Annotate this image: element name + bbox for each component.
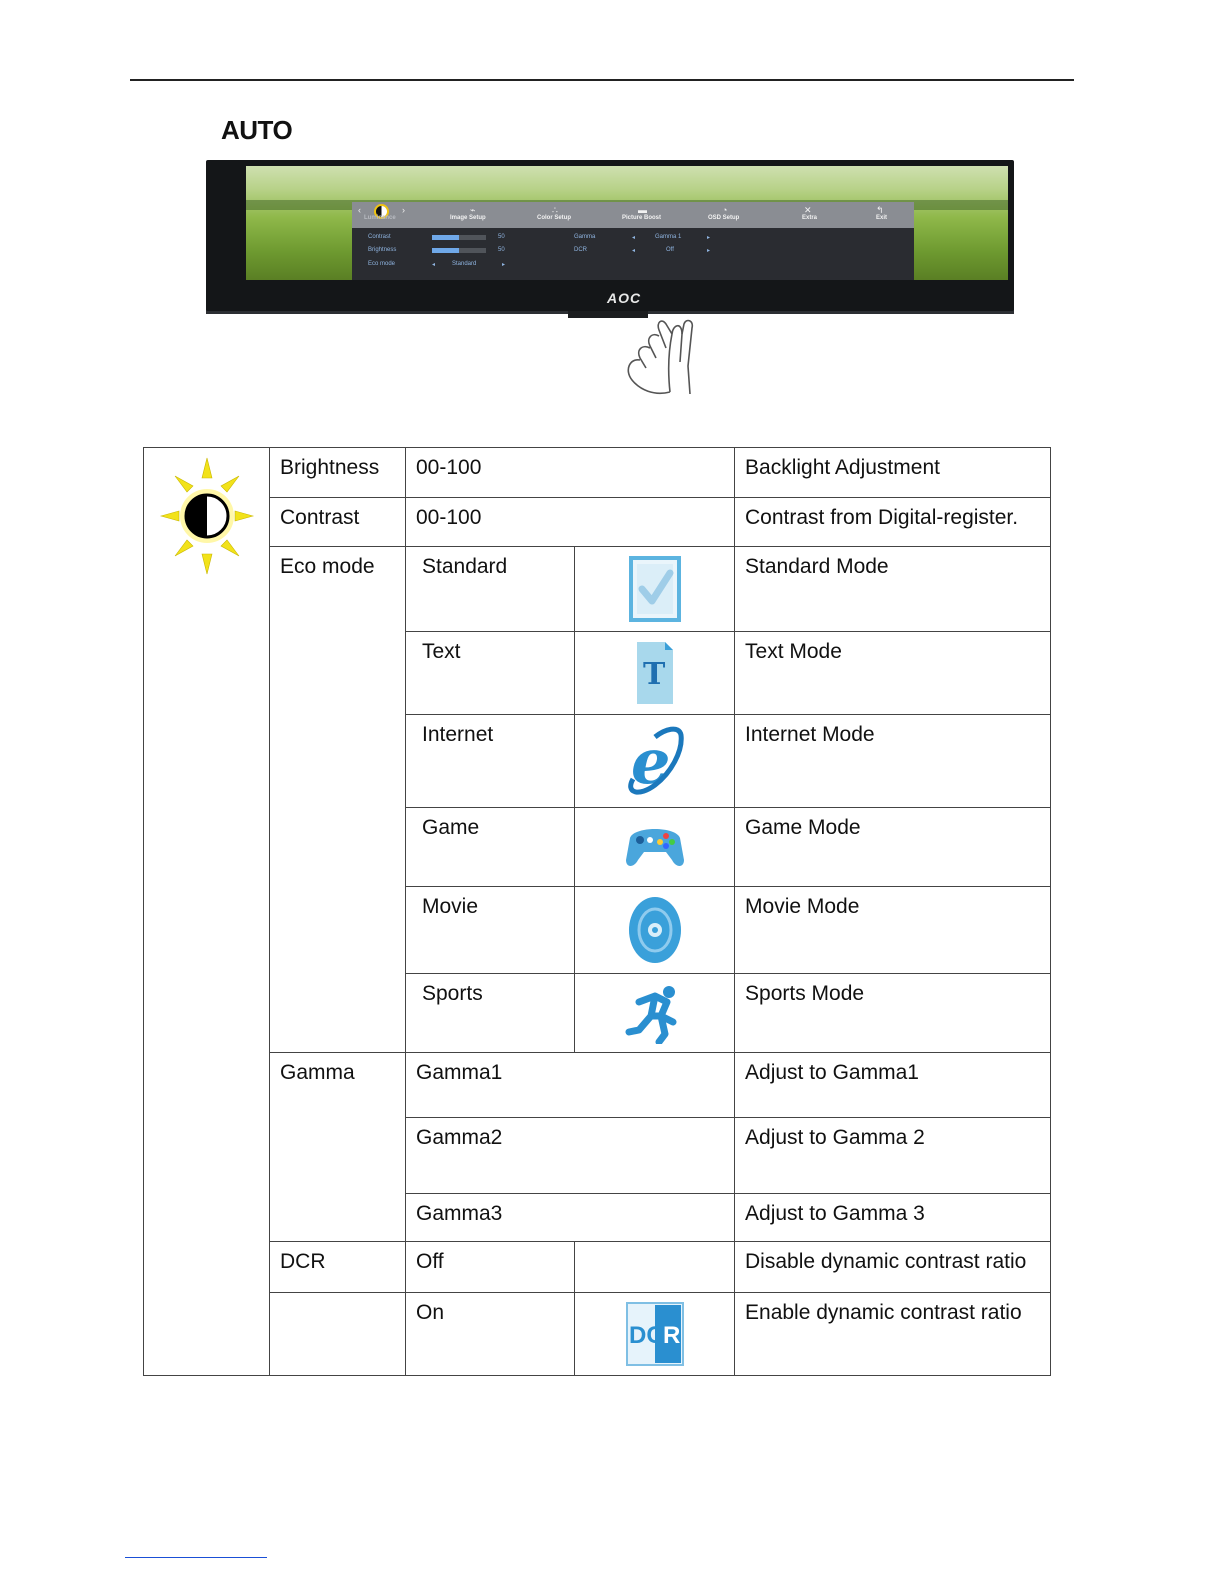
osd-gamma-right-arrow-icon[interactable]: ▸ [707,235,711,241]
osd-right-arrow-icon[interactable]: › [402,205,405,215]
osd-left-arrow-icon[interactable]: ‹ [358,205,361,215]
gamma-label: Gamma [270,1053,406,1242]
dcr-off: Off [406,1242,575,1293]
text-document-icon [633,640,677,706]
eco-internet-desc: Internet Mode [735,715,1051,808]
osd-dcr-right-arrow-icon[interactable]: ▸ [707,248,711,254]
eco-mode-sports: Sports [406,974,575,1053]
osd-tab-luminance[interactable]: Luminance [364,215,396,221]
gamma-option-2: Gamma2 [406,1118,735,1194]
osd-tab-bar [352,202,914,228]
table-row [144,1293,1051,1376]
osd-gamma-value: Gamma 1 [655,234,682,240]
dcr-label: DCR [270,1242,406,1293]
osd-eco-left-arrow-icon[interactable]: ◂ [432,262,436,268]
pointing-hand-icon [610,314,710,398]
header-rule [130,79,1074,81]
contrast-range: 00-100 [406,498,735,547]
luminance-main-icon-cell [144,448,270,1376]
contrast-desc: Contrast from Digital-register. [735,498,1051,547]
luminance-spec-table [143,447,1051,1376]
table-row [144,1053,1051,1118]
eco-mode-movie: Movie [406,887,575,974]
osd-eco-right-arrow-icon[interactable]: ▸ [502,262,506,268]
gamma-1-desc: Adjust to Gamma1 [735,1053,1051,1118]
osd-tab-exit[interactable]: Exit [876,215,888,221]
osd-setup-icon: ◔ [722,205,728,215]
osd-brightness-fill [432,248,459,253]
osd-tab-osd-setup[interactable]: OSD Setup [708,215,740,221]
svg-text:e: e [630,725,670,798]
osd-tab-color-setup[interactable]: Color Setup [537,215,571,221]
eco-mode-internet: Internet [406,715,575,808]
osd-contrast-fill [432,235,459,240]
osd-contrast-slider[interactable] [432,235,486,240]
eco-movie-icon-cell [575,887,735,974]
dcr-icon-text-left: DC [628,1322,664,1349]
osd-brightness-value: 50 [498,247,505,253]
osd-contrast-label: Contrast [368,234,391,240]
table-row [144,448,1051,498]
dcr-icon-text-right: R [662,1322,680,1349]
osd-tab-extra[interactable]: Extra [802,215,818,221]
luminance-sun-icon [157,456,257,576]
runner-icon [625,982,685,1044]
color-setup-icon: ∴ [552,205,558,215]
eco-standard-icon-cell [575,547,735,632]
picture-boost-icon: ▬ [638,205,647,215]
eco-movie-desc: Movie Mode [735,887,1051,974]
eco-text-desc: Text Mode [735,632,1051,715]
gamma-2-desc: Adjust to Gamma 2 [735,1118,1051,1194]
dcr-off-icon-cell [575,1242,735,1293]
osd-menu [352,202,914,280]
eco-sports-icon-cell [575,974,735,1053]
gamma-option-1: Gamma1 [406,1053,735,1118]
eco-game-icon-cell [575,808,735,887]
eco-text-icon-cell [575,632,735,715]
gamepad-icon [624,816,686,878]
dcr-on-icon-cell [575,1293,735,1376]
osd-eco-value: Standard [452,261,477,267]
dcr-off-desc: Disable dynamic contrast ratio [735,1242,1051,1293]
monitor-illustration [186,156,1028,408]
osd-dcr-label: DCR [574,247,587,253]
exit-icon: ↰ [876,205,884,215]
disc-icon [627,895,683,965]
section-title: AUTO [221,115,293,145]
brightness-range: 00-100 [406,448,735,498]
dcr-on-desc: Enable dynamic contrast ratio [735,1293,1051,1376]
eco-sports-desc: Sports Mode [735,974,1051,1053]
osd-dcr-left-arrow-icon[interactable]: ◂ [632,248,636,254]
osd-tab-image-setup[interactable]: Image Setup [450,215,486,221]
gamma-option-3: Gamma3 [406,1194,735,1242]
brightness-label: Brightness [270,448,406,498]
eco-internet-icon-cell [575,715,735,808]
image-setup-icon: ⌁ [470,205,476,215]
eco-mode-text: Text [406,632,575,715]
monitor-screen [246,166,1008,280]
eco-game-desc: Game Mode [735,808,1051,887]
footer-link-underline[interactable] [125,1557,267,1558]
osd-contrast-value: 50 [498,234,505,240]
osd-tab-picture-boost[interactable]: Picture Boost [622,215,662,221]
extra-icon: ✕ [804,205,812,215]
gamma-3-desc: Adjust to Gamma 3 [735,1194,1051,1242]
eco-mode-label: Eco mode [270,547,406,1053]
osd-eco-label: Eco mode [368,261,396,267]
osd-dcr-value: Off [666,247,674,253]
svg-text:T: T [642,657,665,692]
osd-brightness-label: Brightness [368,247,397,253]
dcr-empty-cell [270,1293,406,1376]
table-row [144,1242,1051,1293]
monitor-bezel [206,160,1014,312]
dcr-icon [625,1301,685,1367]
internet-explorer-icon [625,723,685,799]
eco-standard-desc: Standard Mode [735,547,1051,632]
eco-mode-standard: Standard [406,547,575,632]
osd-gamma-label: Gamma [574,234,596,240]
table-row [144,547,1051,632]
dcr-on: On [406,1293,575,1376]
osd-brightness-slider[interactable] [432,248,486,253]
contrast-label: Contrast [270,498,406,547]
brightness-desc: Backlight Adjustment [735,448,1051,498]
osd-gamma-left-arrow-icon[interactable]: ◂ [632,235,636,241]
checkmark-icon [628,555,682,623]
eco-mode-game: Game [406,808,575,887]
aoc-logo: AOC [607,290,642,306]
table-row [144,498,1051,547]
